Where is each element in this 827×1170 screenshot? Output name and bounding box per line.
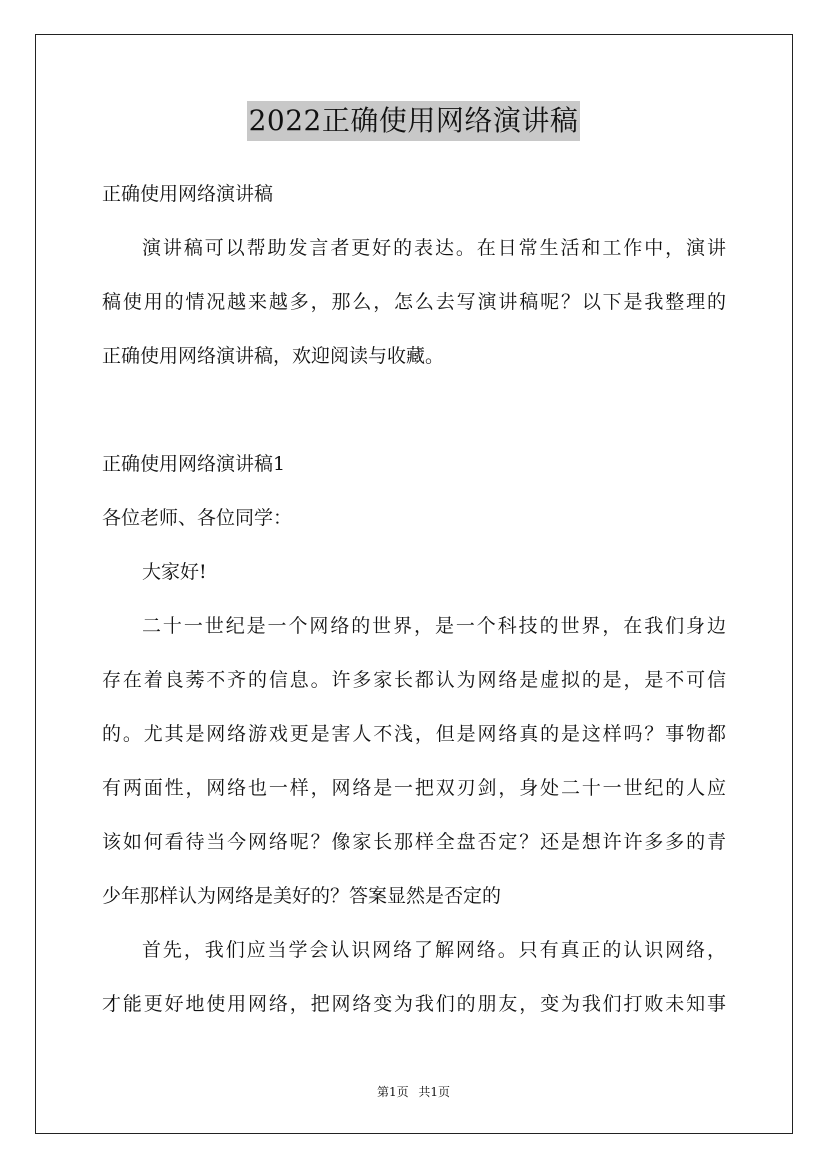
document-title: 2022正确使用网络演讲稿 <box>247 101 581 141</box>
page-number: 第1页 <box>376 1085 409 1099</box>
greeting: 大家好! <box>142 561 207 583</box>
intro-line: 正确使用网络演讲稿，欢迎阅读与收藏。 <box>102 345 445 367</box>
page-total: 共1页 <box>418 1085 451 1099</box>
paragraph-line: 的。尤其是网络游戏更是害人不浅，但是网络真的是这样吗？事物都 <box>102 723 726 745</box>
paragraph-line: 该如何看待当今网络呢？像家长那样全盘否定？还是想许许多多的青 <box>102 831 726 853</box>
section-heading: 正确使用网络演讲稿1 <box>102 453 286 475</box>
subtitle: 正确使用网络演讲稿 <box>102 183 274 205</box>
page-footer <box>0 1083 827 1100</box>
salutation: 各位老师、各位同学： <box>102 507 293 529</box>
paragraph-line: 二十一世纪是一个网络的世界，是一个科技的世界，在我们身边 <box>142 615 726 637</box>
intro-line: 演讲稿可以帮助发言者更好的表达。在日常生活和工作中，演讲 <box>142 237 726 259</box>
paragraph-line: 少年那样认为网络是美好的？答案显然是否定的 <box>102 885 502 907</box>
paragraph-line: 有两面性，网络也一样，网络是一把双刃剑，身处二十一世纪的人应 <box>102 777 726 799</box>
intro-line: 稿使用的情况越来越多，那么，怎么去写演讲稿呢？以下是我整理的 <box>102 291 726 313</box>
paragraph-line: 才能更好地使用网络，把网络变为我们的朋友，变为我们打败未知事 <box>102 993 726 1015</box>
title-wrap <box>0 101 827 141</box>
paragraph-line: 首先，我们应当学会认识网络了解网络。只有真正的认识网络， <box>142 939 726 961</box>
paragraph-line: 存在着良莠不齐的信息。许多家长都认为网络是虚拟的是，是不可信 <box>102 669 726 691</box>
